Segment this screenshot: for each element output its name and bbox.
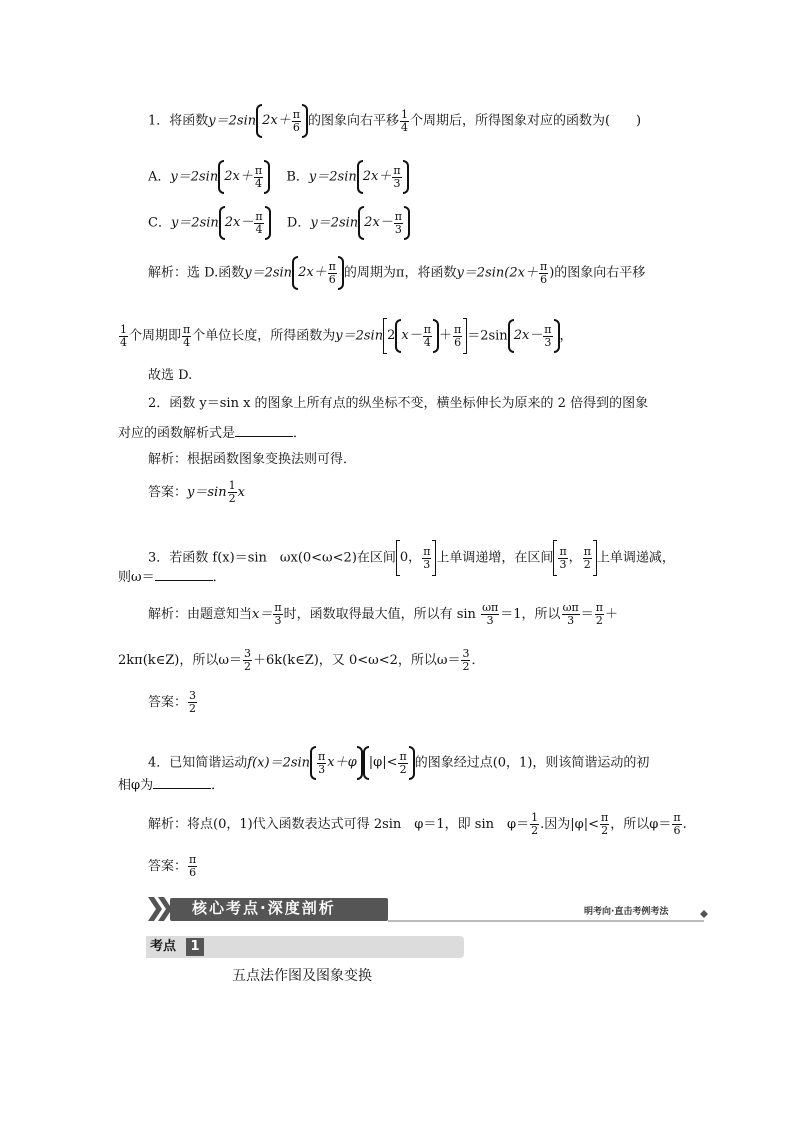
- q1-options-ab: A．y＝2sin 2x＋ $\frac{\pi}{4}$ B．y＝2sin 2x＋ $\frac{\pi}{3}$: [148, 160, 409, 194]
- q2-analysis: 解析：根据函数图象变换法则可得．: [148, 452, 357, 467]
- q1-conclusion: 故选 D.: [148, 368, 193, 383]
- q3-answer: 答案： $\frac{3}{2}$: [148, 689, 197, 715]
- q3-stem: 3．若函数 f(x)＝sin ωx(0<ω<2)在区间 0， $\frac{\pi}{3}$ 上单调递增，在区间 $\frac{\pi}{3}$ ， $\frac{\pi}{2}$ 上单调递减，: [148, 540, 675, 576]
- answer-blank: [153, 776, 211, 789]
- q4-answer: 答案： $\frac{\pi}{6}$: [148, 853, 197, 879]
- kaodian-number: 1: [186, 938, 204, 956]
- banner-title: 核心考点·深度剖析: [192, 899, 336, 917]
- q4-stem: 4．已知简谐运动f(x)＝2sin $\frac{\pi}{3}$ x＋φ |φ|< $\frac{\pi}{2}$ 的图象经过点(0，1)，则该简谐运动的初: [148, 746, 649, 780]
- kaodian-topic: 五点法作图及图象变换: [232, 968, 372, 984]
- answer-blank: [155, 568, 213, 581]
- banner-subtitle: 明考向·直击考例考法: [584, 907, 669, 917]
- q1-analysis-line2: $\frac{1}{4}$ 个周期即 $\frac{\pi}{4}$ 个单位长度，所得函数为y＝2sin 2 x－ $\frac{\pi}{4}$ ＋ $\frac{\pi}{6}$ ＝2sin 2x－ $\frac{\pi}{3}$ ，: [118, 318, 573, 354]
- q3-analysis-line1: 解析：由题意知当x＝ $\frac{\pi}{3}$ 时，函数取得最大值，所以有 sin $\frac{\omega\pi}{3}$ ＝1，所以 $\frac{\omega\pi}{3}$ ＝ $\frac{\pi}{2}$ ＋: [148, 601, 619, 627]
- q3-analysis-line2: 2kπ(k∈Z)，所以ω＝ $\frac{3}{2}$ ＋6k(k∈Z)，又 0<ω<2，所以ω＝ $\frac{3}{2}$ ．: [118, 647, 485, 673]
- kaodian-bar: [146, 936, 464, 958]
- q2-answer: 答案：y＝sin $\frac{1}{2}$ x: [148, 479, 245, 505]
- q2-stem-line1: 2．函数 y＝sin x 的图象上所有点的纵坐标不变，横坐标伸长为原来的 2 倍得到的图象: [148, 396, 649, 411]
- kaodian-label: 考点: [150, 939, 177, 954]
- q4-analysis: 解析：将点(0，1)代入函数表达式可得 2sin φ＝1，即 sin φ＝ $\frac{1}{2}$ .因为|φ|< $\frac{\pi}{2}$ ，所以φ＝ $\frac{\pi}{6}$ .: [148, 811, 687, 837]
- q3-stem-line2: 则ω＝ ．: [118, 570, 226, 585]
- q1-stem: 1．将函数y＝2sin 2x＋ $\frac{\pi}{6}$ 的图象向右平移 $\frac{1}{4}$ 个周期后，所得图象对应的函数为( ): [148, 104, 641, 138]
- section-banner: [148, 894, 708, 924]
- answer-blank: [235, 424, 293, 437]
- q1-options-cd: C．y＝2sin 2x－ $\frac{\pi}{4}$ D．y＝2sin 2x－ $\frac{\pi}{3}$: [148, 206, 410, 240]
- q1-analysis-line1: 解析：选 D.函数y＝2sin 2x＋ $\frac{\pi}{6}$ 的周期为π，将函数y＝2sin(2x＋ $\frac{\pi}{6}$ )的图象向右平移: [148, 256, 645, 290]
- fraction: $\frac{\pi}{6}$: [292, 107, 300, 134]
- q4-stem-line2: 相φ为 ．: [118, 778, 225, 793]
- fraction: $\frac{1}{4}$: [400, 107, 408, 134]
- q2-stem-line2: 对应的函数解析式是 ．: [118, 426, 307, 441]
- paren-group: 2x＋ $\frac{\pi}{6}$: [256, 104, 308, 138]
